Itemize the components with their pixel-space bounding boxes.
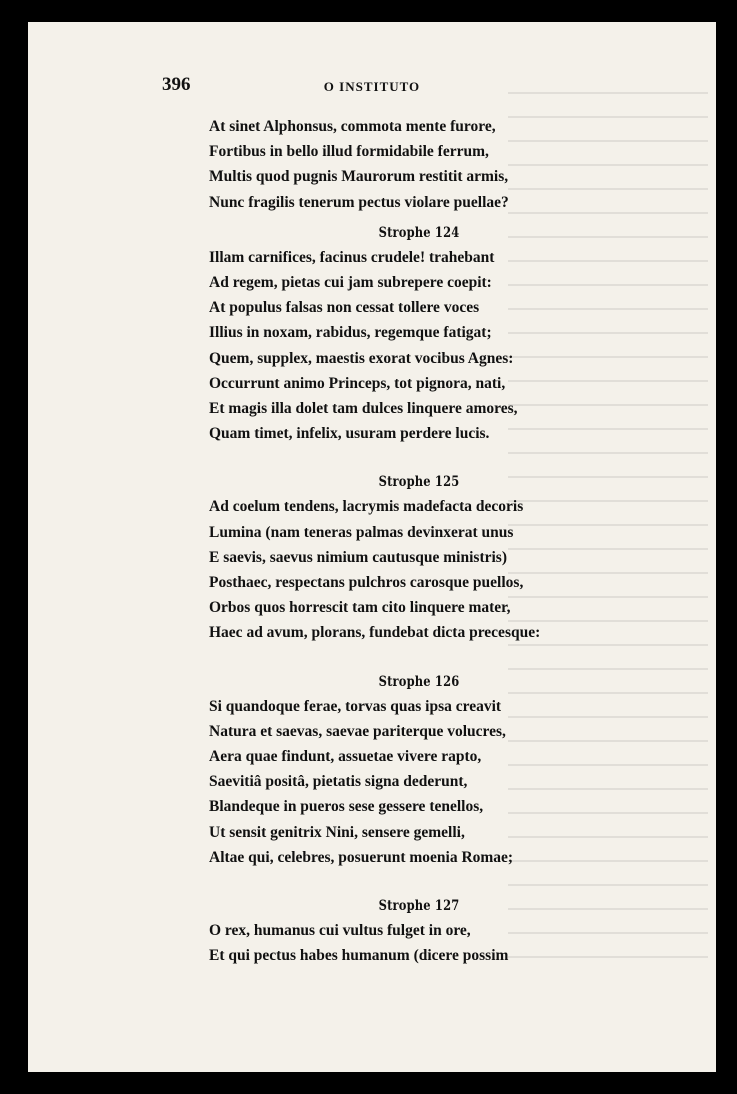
poem-line: Multis quod pugnis Maurorum restitit armis,	[209, 168, 509, 186]
poem-line: Blandeque in pueros sese gessere tenellos,	[209, 798, 484, 816]
poem-line: Ut sensit genitrix Nini, sensere gemelli,	[209, 823, 465, 841]
poem-line: At sinet Alphonsus, commota mente furore,	[209, 118, 496, 135]
poem-line: Quem, supplex, maestis exorat vocibus Agnes:	[209, 349, 514, 367]
strophe-heading: Strophe 125	[378, 474, 460, 491]
poem-line: Saevitiâ positâ, pietatis signa dederunt,	[209, 773, 468, 791]
poem-line: O rex, humanus cui vultus fulget in ore,	[209, 922, 471, 940]
poem-line: At populus falsas non cessat tollere voces	[209, 299, 480, 317]
poem-line: Occurrunt animo Princeps, tot pignora, nati,	[209, 374, 506, 392]
strophe-heading: Strophe 124	[378, 224, 460, 241]
stanza-gap	[209, 646, 629, 660]
strophe-heading: Strophe 126	[378, 673, 460, 690]
poem-line: Si quandoque ferae, torvas quas ipsa creavit	[209, 697, 502, 715]
book-page	[28, 22, 716, 1072]
poem-line: Et magis illa dolet tam dulces linquere amores,	[209, 400, 518, 418]
poem-line: Altae qui, celebres, posuerunt moenia Romae;	[209, 848, 514, 866]
poem-line: Illam carnifices, facinus crudele! trahebant	[209, 248, 495, 266]
poem-line: Posthaec, respectans pulchros carosque puellos,	[209, 574, 524, 592]
poem-line: Lumina (nam teneras palmas devinxerat unus	[209, 523, 514, 541]
page-number: 396	[162, 74, 191, 95]
stanza-gap	[209, 446, 629, 460]
poem-line: Quam timet, infelix, usuram perdere lucis.	[209, 425, 490, 443]
poem-line: Natura et saevas, saevae pariterque volucres,	[209, 722, 506, 740]
poem-line: Orbos quos horrescit tam cito linquere mater,	[209, 599, 511, 617]
poem-line: Ad coelum tendens, lacrymis madefacta decoris	[209, 498, 524, 516]
poem-line: Aera quae findunt, assuetae vivere rapto,	[209, 748, 482, 766]
poem-line: Ad regem, pietas cui jam subrepere coepit:	[209, 274, 492, 292]
poem-body	[209, 114, 629, 968]
poem-line: Fortibus in bello illud formidabile ferrum,	[209, 143, 489, 161]
stanza-gap	[209, 870, 629, 884]
poem-line: Illius in noxam, rabidus, regemque fatigat;	[209, 324, 492, 342]
poem-line: E saevis, saevus nimium cautusque ministris)	[209, 548, 507, 566]
strophe-heading: Strophe 127	[378, 898, 460, 915]
poem-line: Et qui pectus habes humanum (dicere possim	[209, 947, 509, 965]
poem-line: Nunc fragilis tenerum pectus violare puellae?	[209, 193, 509, 211]
poem-line: Haec ad avum, plorans, fundebat dicta precesque:	[209, 624, 541, 642]
running-head: O INSTITUTO	[323, 79, 421, 94]
